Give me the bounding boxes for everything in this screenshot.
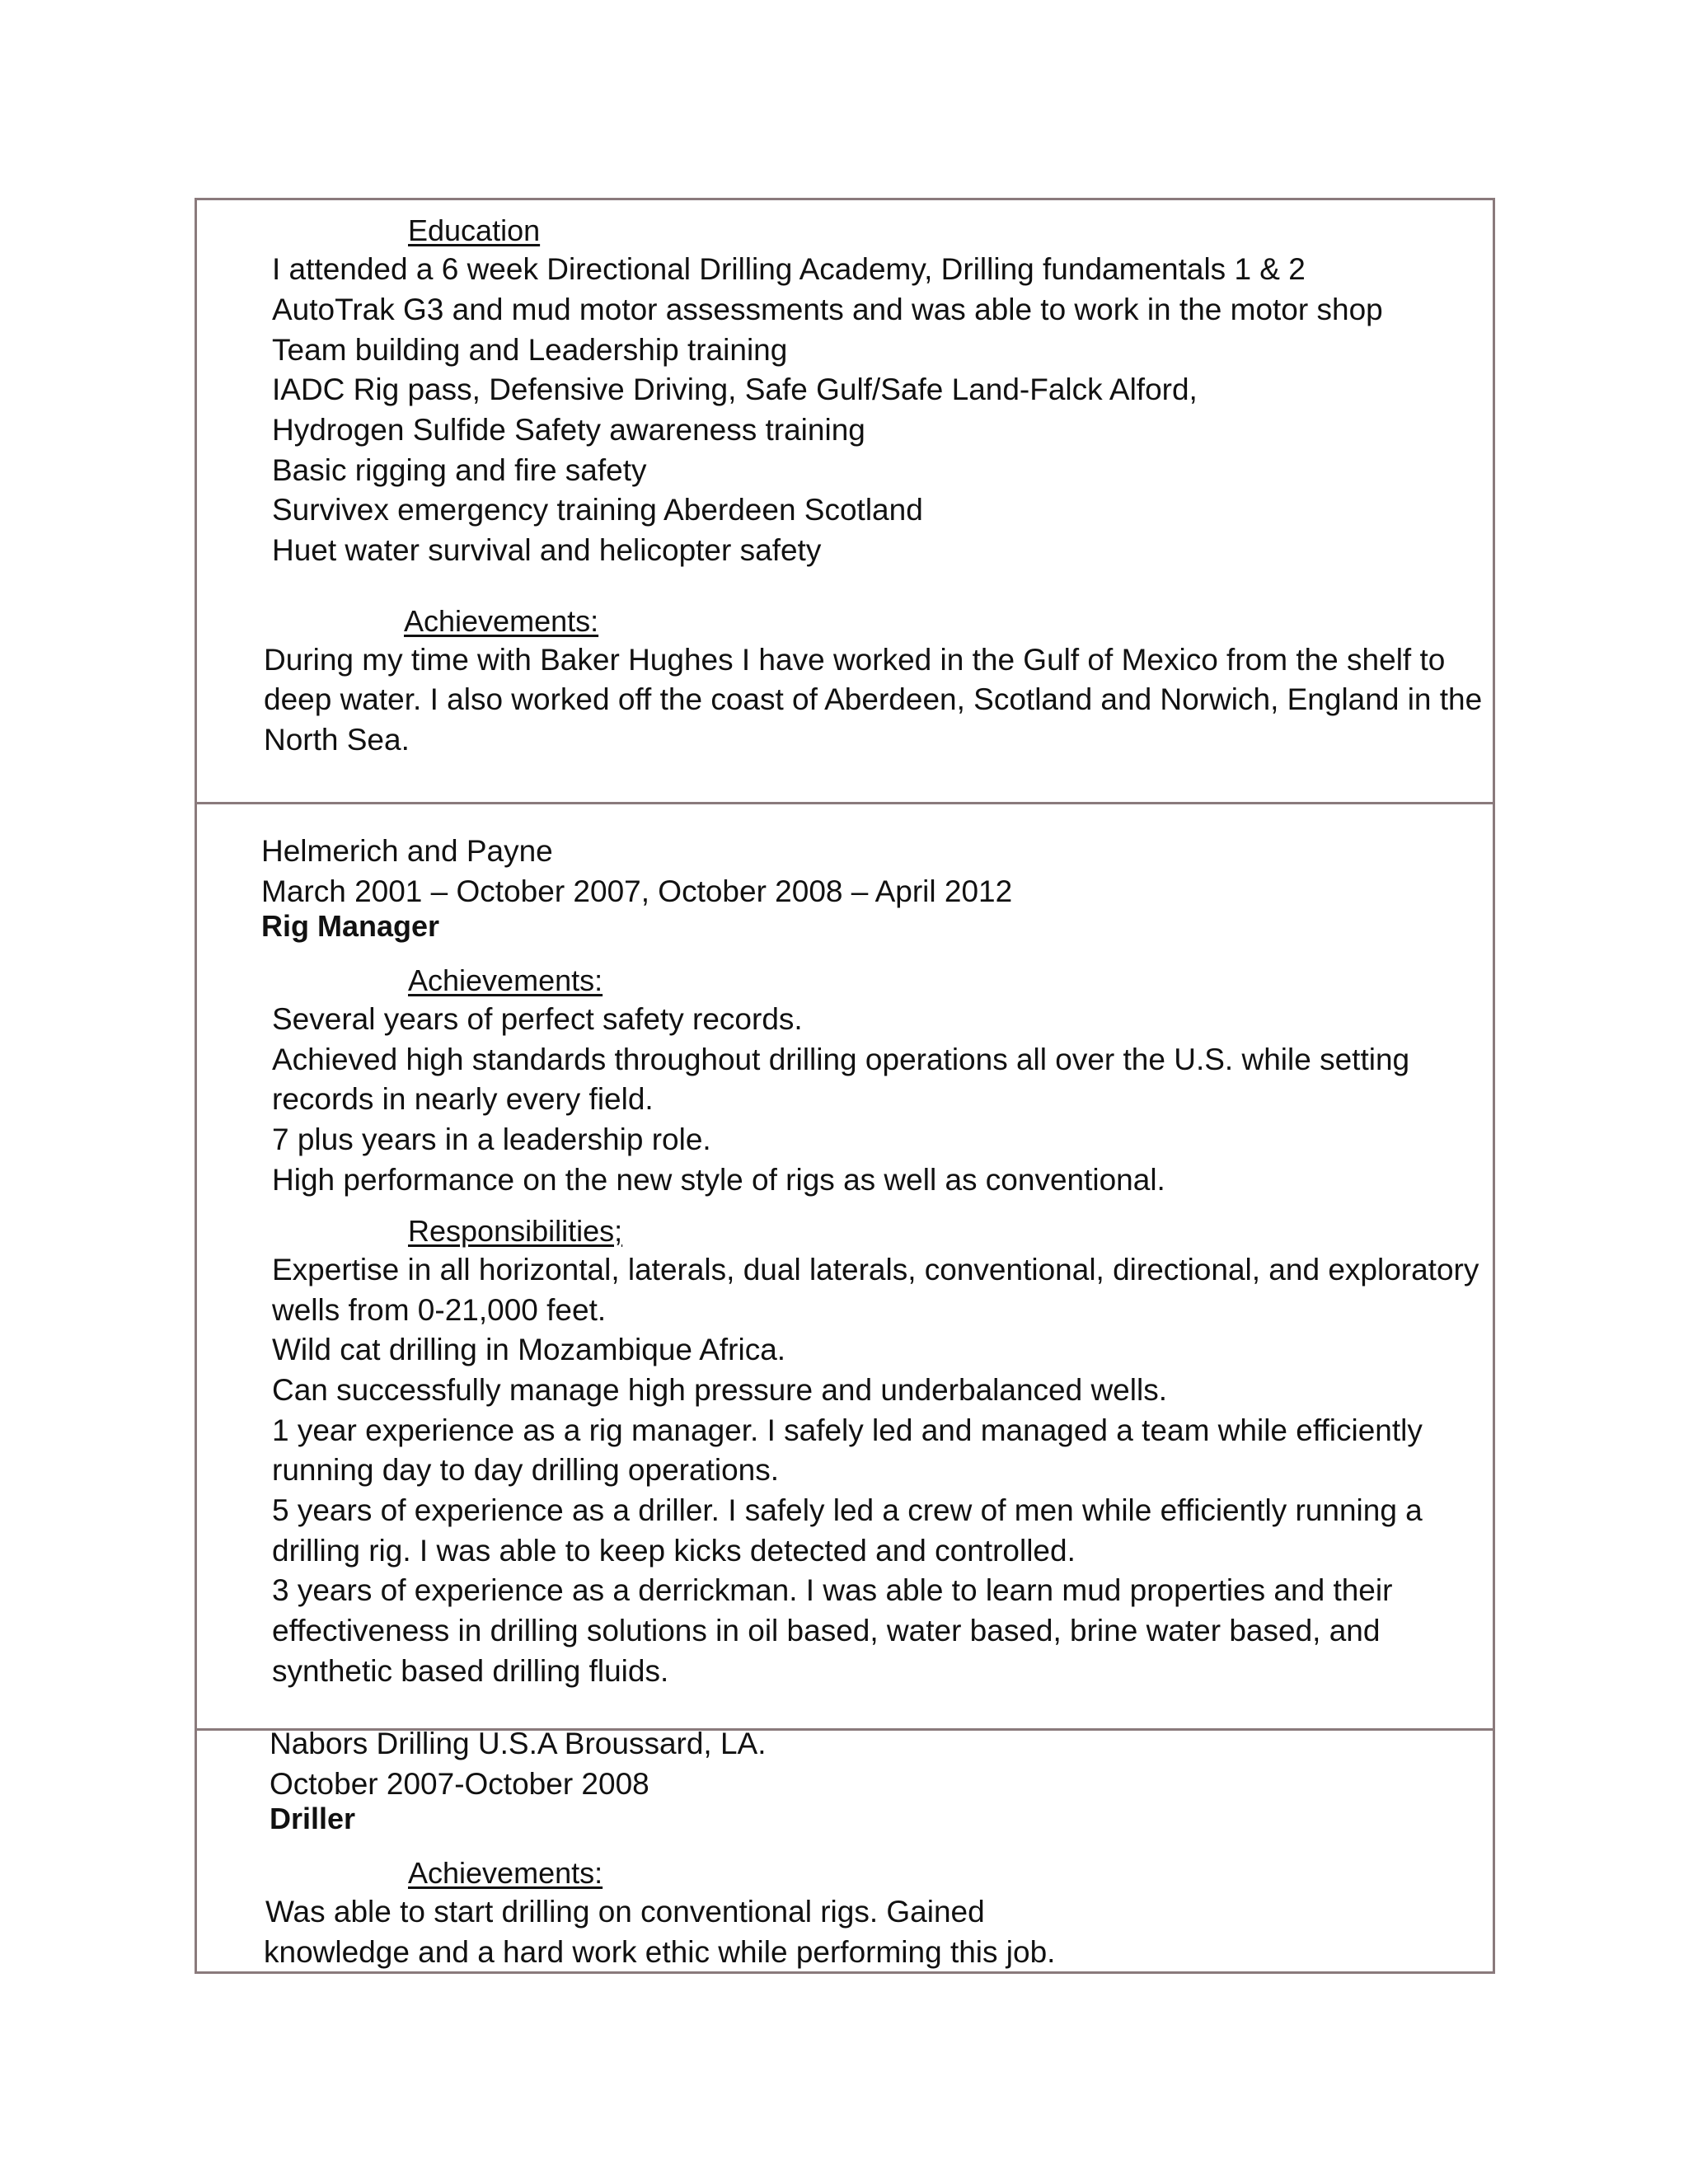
education-item: Basic rigging and fire safety bbox=[272, 453, 647, 487]
responsibility-line: Wild cat drilling in Mozambique Africa. bbox=[272, 1333, 786, 1366]
achievement-line: Several years of perfect safety records. bbox=[272, 1002, 803, 1036]
employment-dates: March 2001 – October 2007, October 2008 – April 2012 bbox=[261, 874, 1013, 908]
helmerich-achievements-heading: Achievements: bbox=[408, 963, 603, 997]
education-achievement-line: deep water. I also worked off the coast of Aberdeen, Scotland and Norwich, England in the bbox=[264, 682, 1483, 716]
nabors-achievements-heading: Achievements: bbox=[408, 1856, 603, 1890]
education-item: IADC Rig pass, Defensive Driving, Safe Gulf/Safe Land-Falck Alford, bbox=[272, 373, 1198, 406]
education-item: Survivex emergency training Aberdeen Scotland bbox=[272, 493, 923, 527]
education-achievement-line: North Sea. bbox=[264, 723, 410, 757]
achievement-line: knowledge and a hard work ethic while performing this job. bbox=[264, 1935, 1056, 1969]
company-name: Nabors Drilling U.S.A Broussard, LA. bbox=[270, 1727, 767, 1760]
achievement-line: records in nearly every field. bbox=[272, 1082, 654, 1116]
education-achievement-line: During my time with Baker Hughes I have worked in the Gulf of Mexico from the shelf to bbox=[264, 643, 1446, 677]
job-title: Rig Manager bbox=[261, 909, 440, 943]
section-divider-1 bbox=[197, 802, 1493, 804]
responsibility-line: 5 years of experience as a driller. I safely led a crew of men while efficiently running a bbox=[272, 1493, 1423, 1527]
responsibilities-heading: Responsibilities; bbox=[408, 1214, 623, 1248]
achievement-line: Was able to start drilling on conventional rigs. Gained bbox=[265, 1895, 985, 1929]
responsibility-line: Expertise in all horizontal, laterals, dual laterals, conventional, directional, and exploratory bbox=[272, 1253, 1479, 1286]
job-title: Driller bbox=[270, 1802, 356, 1835]
company-name: Helmerich and Payne bbox=[261, 834, 553, 868]
responsibility-line: synthetic based drilling fluids. bbox=[272, 1654, 669, 1688]
employment-dates: October 2007-October 2008 bbox=[270, 1767, 649, 1801]
achievement-line: Achieved high standards throughout drilling operations all over the U.S. while setting bbox=[272, 1043, 1410, 1076]
education-item: Team building and Leadership training bbox=[272, 333, 788, 367]
education-item: AutoTrak G3 and mud motor assessments and was able to work in the motor shop bbox=[272, 293, 1383, 326]
responsibility-line: effectiveness in drilling solutions in oil based, water based, brine water based, and bbox=[272, 1614, 1381, 1647]
education-item: Huet water survival and helicopter safety bbox=[272, 533, 822, 567]
education-achievements-heading: Achievements: bbox=[404, 604, 599, 638]
responsibility-line: wells from 0-21,000 feet. bbox=[272, 1293, 607, 1327]
education-item: I attended a 6 week Directional Drilling Academy, Drilling fundamentals 1 & 2 bbox=[272, 252, 1306, 286]
responsibility-line: running day to day drilling operations. bbox=[272, 1453, 779, 1487]
responsibility-line: 3 years of experience as a derrickman. I was able to learn mud properties and their bbox=[272, 1573, 1393, 1607]
responsibility-line: 1 year experience as a rig manager. I safely led and managed a team while efficiently bbox=[272, 1413, 1423, 1447]
responsibility-line: drilling rig. I was able to keep kicks detected and controlled. bbox=[272, 1534, 1076, 1568]
achievement-line: 7 plus years in a leadership role. bbox=[272, 1122, 711, 1156]
education-heading: Education bbox=[408, 213, 541, 247]
achievement-line: High performance on the new style of rigs as well as conventional. bbox=[272, 1163, 1165, 1197]
education-item: Hydrogen Sulfide Safety awareness training bbox=[272, 413, 865, 447]
responsibility-line: Can successfully manage high pressure and underbalanced wells. bbox=[272, 1373, 1167, 1407]
